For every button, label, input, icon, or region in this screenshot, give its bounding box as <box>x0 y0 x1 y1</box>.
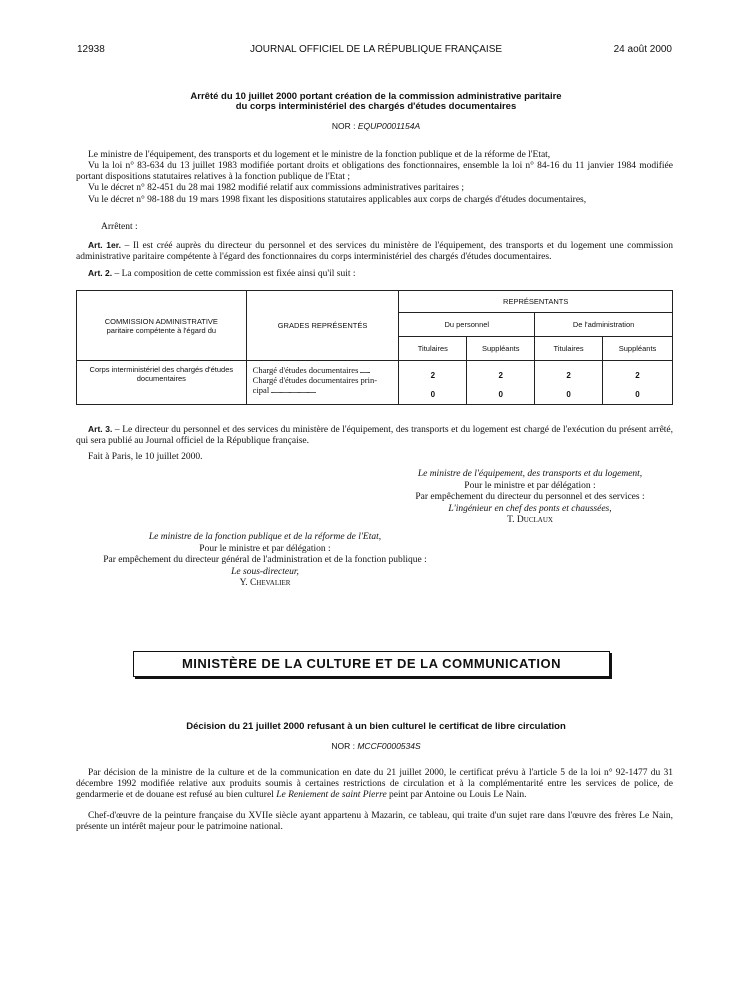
decision-paragraph-2: Chef-d'œuvre de la peinture française du XVIIe siècle ayant appartenu à Mazarin, ce tableau, qui traite d'un sujet rare dans l'œuvre des frères Le Nain, présente un intérêt majeur pour le patrimoine national. <box>76 811 673 832</box>
header-de-ladministration: De l'administration <box>535 313 673 337</box>
journal-title: JOURNAL OFFICIEL DE LA RÉPUBLIQUE FRANÇAISE <box>249 44 503 55</box>
arretent: Arrêtent : <box>101 222 138 232</box>
article-1-text: – Il est créé auprès du directeur du personnel et des services du ministère de l'équipement, des transports et du logement une commission administrative paritaire compétente à l'égard des fonctionnaires du corps interministériel des chargés d'études documentaires. <box>76 241 674 262</box>
header-commission <box>77 291 247 361</box>
sig1-line3: Par empêchement du directeur du personnel et des services : <box>415 492 645 502</box>
value-cell: 0 <box>635 390 640 399</box>
sig1-name: T. Duclaux <box>507 515 553 525</box>
signature-fonction-publique <box>60 532 470 590</box>
header-representants: REPRÉSENTANTS <box>399 291 673 313</box>
arrete-nor <box>0 121 752 131</box>
sig2-line2: Pour le ministre et par délégation : <box>199 543 331 554</box>
sig1-line4: L'ingénieur en chef des ponts et chaussées, <box>448 503 612 514</box>
signature-equipement <box>380 469 680 527</box>
sig1-line1: Le ministre de l'équipement, des transports et du logement, <box>417 469 643 479</box>
arrete-title-line1: Arrêté du 10 juillet 2000 portant création de la commission administrative paritaire <box>190 91 562 102</box>
header-suppleants-administration: Suppléants <box>603 337 673 361</box>
decision-para1-end: peint par Antoine ou Louis Le Nain. <box>386 790 527 800</box>
article-2 <box>76 268 673 280</box>
decision-para1-start: Par décision de la ministre de la culture et de la communication en date du 21 juillet 2000, le certificat prévu à l'article 5 de la loi n° 92-1477 du 31 décembre 1992 modifiée relative aux produits soumis à certaines restrictions de circulation et à la complémentarité entre les services de police, de gendarmerie et de douane est refusé au bien culturel <box>76 768 673 800</box>
fait-a-paris: Fait à Paris, le 10 juillet 2000. <box>88 452 203 462</box>
visa-loi: Vu la loi n° 83-634 du 13 juillet 1983 modifiée portant droits et obligations des fonctionnaires, ensemble la loi n° 84-16 du 11 janvier 1984 modifiée portant dispositions statutaires relatives à la fonction publique de l'Etat ; <box>76 161 673 182</box>
suppleants-administration-values <box>603 361 673 405</box>
header-titulaires-personnel: Titulaires <box>399 337 467 361</box>
nor-code: EQUP0001154A <box>357 121 421 131</box>
decision-paragraph-1 <box>76 768 673 801</box>
sig2-line4: Le sous-directeur, <box>231 566 299 577</box>
ministry-heading: MINISTÈRE DE LA CULTURE ET DE LA COMMUNICATION <box>181 656 562 671</box>
suppleants-personnel-values <box>467 361 535 405</box>
value-cell: 0 <box>430 390 436 399</box>
header-suppleants-personnel: Suppléants <box>467 337 535 361</box>
value-cell: 0 <box>498 390 503 399</box>
article-2-label: Art. 2. <box>88 268 113 278</box>
visa-ministers: Le ministre de l'équipement, des transports et du logement et le ministre de la fonction publique et de la réforme de l'Etat, <box>88 150 551 160</box>
sig1-line2: Pour le ministre et par délégation : <box>464 480 596 491</box>
grade-1: Chargé d'études documentaires ......... <box>252 365 370 375</box>
grade-2b: cipal ........................................ <box>252 385 316 395</box>
decision-nor <box>0 741 752 751</box>
sig2-name: Y. Chevalier <box>239 578 291 588</box>
nor-label: NOR : <box>331 121 356 131</box>
artwork-title: Le Reniement de saint Pierre <box>276 790 387 800</box>
article-3-label: Art. 3. <box>88 424 113 434</box>
value-cell: 2 <box>566 371 571 380</box>
header-du-personnel: Du personnel <box>399 313 535 337</box>
titulaires-personnel-values <box>399 361 467 405</box>
corps-cell: Corps interministériel des chargés d'études documentaires <box>77 361 247 405</box>
article-3 <box>76 424 673 447</box>
sig2-line3: Par empêchement du directeur général de l'administration et de la fonction publique : <box>103 555 427 565</box>
article-3-text: – Le directeur du personnel et des services du ministère de l'équipement, des transports et du logement est chargé de l'exécution du présent arrêté, qui sera publié au Journal officiel de la République française. <box>76 425 674 446</box>
header-grades: GRADES REPRÉSENTÉS <box>246 291 399 361</box>
ministry-heading-box <box>133 651 610 677</box>
article-1 <box>76 240 673 263</box>
decision-title: Décision du 21 juillet 2000 refusant à un bien culturel le certificat de libre circulation <box>186 721 566 732</box>
page-number: 12938 <box>77 44 105 55</box>
titulaires-administration-values <box>535 361 603 405</box>
header-commission-line2: paritaire compétente à l'égard du <box>106 325 217 335</box>
article-2-text: – La composition de cette commission est fixée ainsi qu'il suit : <box>114 269 356 279</box>
grades-cell <box>246 361 399 405</box>
article-1-label: Art. 1er. <box>88 240 121 250</box>
issue-date: 24 août 2000 <box>613 44 672 55</box>
value-cell: 2 <box>635 371 640 380</box>
header-commission-line1: COMMISSION ADMINISTRATIVE <box>104 316 218 326</box>
decision-nor-code: MCCF0000534S <box>357 741 421 751</box>
grade-2a: Chargé d'études documentaires prin- <box>252 375 378 385</box>
table-row <box>77 361 673 405</box>
grade-2b-label: cipal <box>252 385 270 395</box>
value-cell: 2 <box>430 371 436 380</box>
value-cell: 0 <box>566 390 571 399</box>
decision-nor-label: NOR : <box>331 741 355 751</box>
grade-1-label: Chargé d'études documentaires <box>252 365 359 375</box>
visa-decret-1998: Vu le décret n° 98-188 du 19 mars 1998 fixant les dispositions statutaires applicables aux corps de chargés d'études documentaires, <box>88 195 587 205</box>
arrete-title-line2: du corps interministériel des chargés d'études documentaires <box>235 101 517 112</box>
sig2-line1: Le ministre de la fonction publique et de la réforme de l'Etat, <box>148 532 382 542</box>
value-cell: 2 <box>498 371 503 380</box>
header-titulaires-administration: Titulaires <box>535 337 603 361</box>
visa-decret-1982: Vu le décret n° 82-451 du 28 mai 1982 modifié relatif aux commissions administratives paritaires ; <box>88 183 465 193</box>
commission-composition-table <box>76 290 673 405</box>
